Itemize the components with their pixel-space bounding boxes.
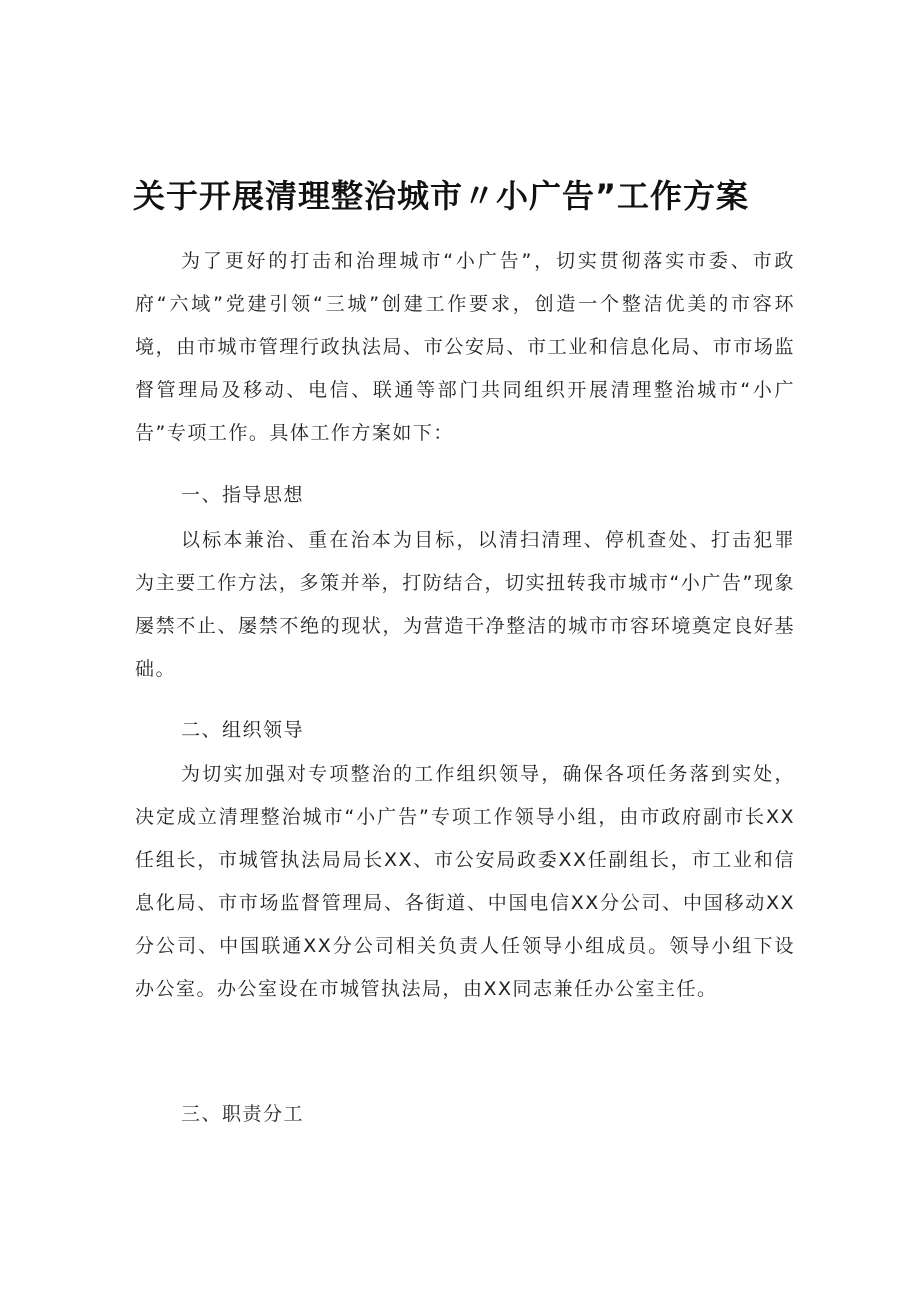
- section-heading-guiding-ideology: 一、指导思想: [181, 484, 305, 506]
- section-heading-responsibilities: 三、职责分工: [181, 1103, 305, 1125]
- section-paragraph-organization-leadership: 为切实加强对专项整治的工作组织领导，确保各项任务落到实处，决定成立清理整治城市“小广告”专项工作领导小组，由市政府副市长XX任组长，市城管执法局局长XX、市公安局政委XX任副组长，市工业和信息化局、市市场监督管理局、各街道、中国电信XX分公司、中国移动XX分公司、中国联通XX分公司相关负责人任领导小组成员。领导小组下设办公室。办公室设在市城管执法局，由XX同志兼任办公室主任。: [135, 763, 795, 1000]
- document-title: 关于开展清理整治城市〃小广告”工作方案: [133, 177, 750, 215]
- section-heading-organization-leadership: 二、组织领导: [181, 719, 305, 741]
- intro-paragraph: 为了更好的打击和治理城市“小广告”，切实贯彻落实市委、市政府“六域”党建引领“三城”创建工作要求，创造一个整洁优美的市容环境，由市城市管理行政执法局、市公安局、市工业和信息化局、市市场监督管理局及移动、电信、联通等部门共同组织开展清理整治城市“小广告”专项工作。具体工作方案如下：: [135, 250, 795, 444]
- section-paragraph-guiding-ideology: 以标本兼治、重在治本为目标，以清扫清理、停机查处、打击犯罪为主要工作方法，多策并举，打防结合，切实扭转我市城市“小广告”现象屡禁不止、屡禁不绝的现状，为营造干净整洁的城市市容环境奠定良好基础。: [135, 529, 795, 680]
